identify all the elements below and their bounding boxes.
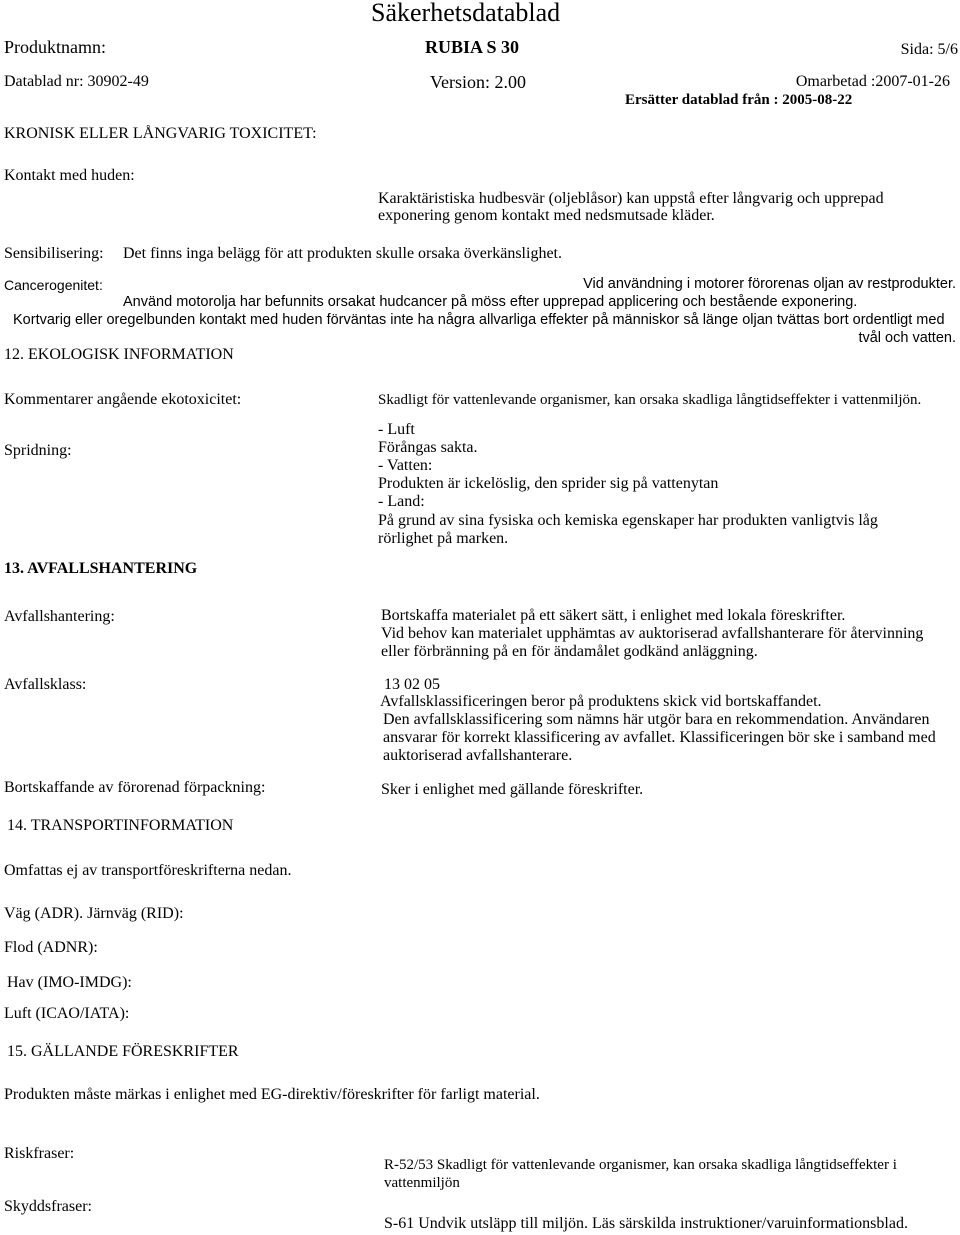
waste-class-label: Avfallsklass:: [4, 676, 87, 693]
carcinogenicity-label: Cancerogenitet:: [4, 277, 103, 293]
section-heading-regulatory: 15. GÄLLANDE FÖRESKRIFTER: [7, 1043, 239, 1060]
safety-phrases-label: Skyddsfraser:: [4, 1198, 92, 1215]
dispersal-text-line: - Land:: [378, 493, 425, 510]
carcinogenicity-text-line: Använd motorolja har befunnits orsakat hudcancer på möss efter upprepad applicering och bestående exponering.: [123, 294, 858, 310]
skin-contact-text-line: exponering genom kontakt med nedsmutsade kläder.: [378, 207, 715, 224]
ecotoxicity-label: Kommentarer angående ekotoxicitet:: [4, 391, 242, 408]
dispersal-text-line: Produkten är ickelöslig, den sprider sig på vattenytan: [378, 475, 719, 492]
ecotoxicity-text: Skadligt för vattenlevande organismer, kan orsaka skadliga långtidseffekter i vattenmiljön.: [378, 392, 922, 408]
dispersal-text-line: - Vatten:: [378, 457, 433, 474]
skin-contact-text-line: Karaktäristiska hudbesvär (oljeblåsor) kan uppstå efter långvarig och upprepad: [378, 190, 884, 207]
transport-sea-label: Hav (IMO-IMDG):: [7, 974, 132, 991]
safety-phrases-text: S-61 Undvik utsläpp till miljön. Läs särskilda instruktioner/varuinformationsblad.: [384, 1215, 908, 1232]
transport-note: Omfattas ej av transportföreskrifterna nedan.: [4, 862, 292, 879]
section-heading-disposal: 13. AVFALLSHANTERING: [4, 560, 198, 577]
risk-phrases-label: Riskfraser:: [4, 1145, 75, 1162]
carcinogenicity-text-line: Vid användning i motorer förorenas oljan av restprodukter.: [583, 276, 956, 292]
transport-air-label: Luft (ICAO/IATA):: [4, 1005, 130, 1022]
dispersal-text-line: rörlighet på marken.: [378, 530, 509, 547]
risk-phrases-text-line: vattenmiljön: [384, 1175, 460, 1191]
contaminated-packaging-label: Bortskaffande av förorenad förpackning:: [4, 779, 266, 796]
waste-class-text-line: Den avfallsklassificering som nämns här utgör bara en rekommendation. Användaren: [383, 711, 930, 728]
waste-handling-text-line: eller förbränning på en för ändamålet godkänd anläggning.: [381, 643, 758, 660]
waste-class-code: 13 02 05: [384, 676, 440, 693]
dispersal-label: Spridning:: [4, 442, 72, 459]
page-number: Sida: 5/6: [900, 41, 958, 58]
product-name-label: Produktnamn:: [4, 37, 106, 57]
skin-contact-label: Kontakt med huden:: [4, 167, 135, 184]
contaminated-packaging-text: Sker i enlighet med gällande föreskrifter.: [381, 781, 644, 798]
dispersal-text-line: - Luft: [378, 421, 415, 438]
waste-handling-text-line: Vid behov kan materialet upphämtas av auktoriserad avfallshanterare för återvinning: [381, 625, 924, 642]
section-heading-ecology: 12. EKOLOGISK INFORMATION: [4, 346, 234, 363]
document-title: Säkerhetsdatablad: [371, 0, 561, 27]
carcinogenicity-text-line: Kortvarig eller oregelbunden kontakt med huden förväntas inte ha några allvarliga effekter på människor så länge oljan tvättas bort ordentligt med: [13, 312, 945, 328]
waste-class-text-line: ansvarar för korrekt klassificering av avfallet. Klassificeringen bör ske i samband med: [383, 729, 936, 746]
waste-handling-text-line: Bortskaffa materialet på ett säkert sätt, i enlighet med lokala föreskrifter.: [381, 607, 846, 624]
waste-class-text-line: auktoriserad avfallshanterare.: [383, 747, 573, 764]
waste-class-text-line: Avfallsklassificeringen beror på produktens skick vid bortskaffandet.: [380, 693, 822, 710]
dispersal-text-line: Förångas sakta.: [378, 439, 478, 456]
product-name: RUBIA S 30: [425, 37, 520, 57]
transport-river-label: Flod (ADNR):: [4, 939, 98, 956]
waste-handling-label: Avfallshantering:: [4, 608, 115, 625]
version: Version: 2.00: [430, 72, 526, 92]
dispersal-text-line: På grund av sina fysiska och kemiska egenskaper har produkten vanligtvis låg: [378, 512, 878, 529]
datasheet-number: Datablad nr: 30902-49: [4, 73, 149, 90]
section-heading-toxicity: KRONISK ELLER LÅNGVARIG TOXICITET:: [4, 125, 317, 142]
revision-date: Omarbetad :2007-01-26: [795, 73, 950, 90]
carcinogenicity-text-line: tvål och vatten.: [858, 330, 956, 346]
replaces-date: Ersätter datablad från : 2005-08-22: [625, 92, 853, 108]
sensitization-text: Det finns inga belägg för att produkten skulle orsaka överkänslighet.: [123, 245, 562, 262]
transport-road-rail-label: Väg (ADR). Järnväg (RID):: [4, 905, 184, 922]
labelling-requirement: Produkten måste märkas i enlighet med EG-direktiv/föreskrifter för farligt material.: [4, 1086, 540, 1103]
risk-phrases-text-line: R-52/53 Skadligt för vattenlevande organismer, kan orsaka skadliga långtidseffekter i: [384, 1157, 897, 1173]
sensitization-label: Sensibilisering:: [4, 245, 104, 262]
section-heading-transport: 14. TRANSPORTINFORMATION: [7, 817, 234, 834]
